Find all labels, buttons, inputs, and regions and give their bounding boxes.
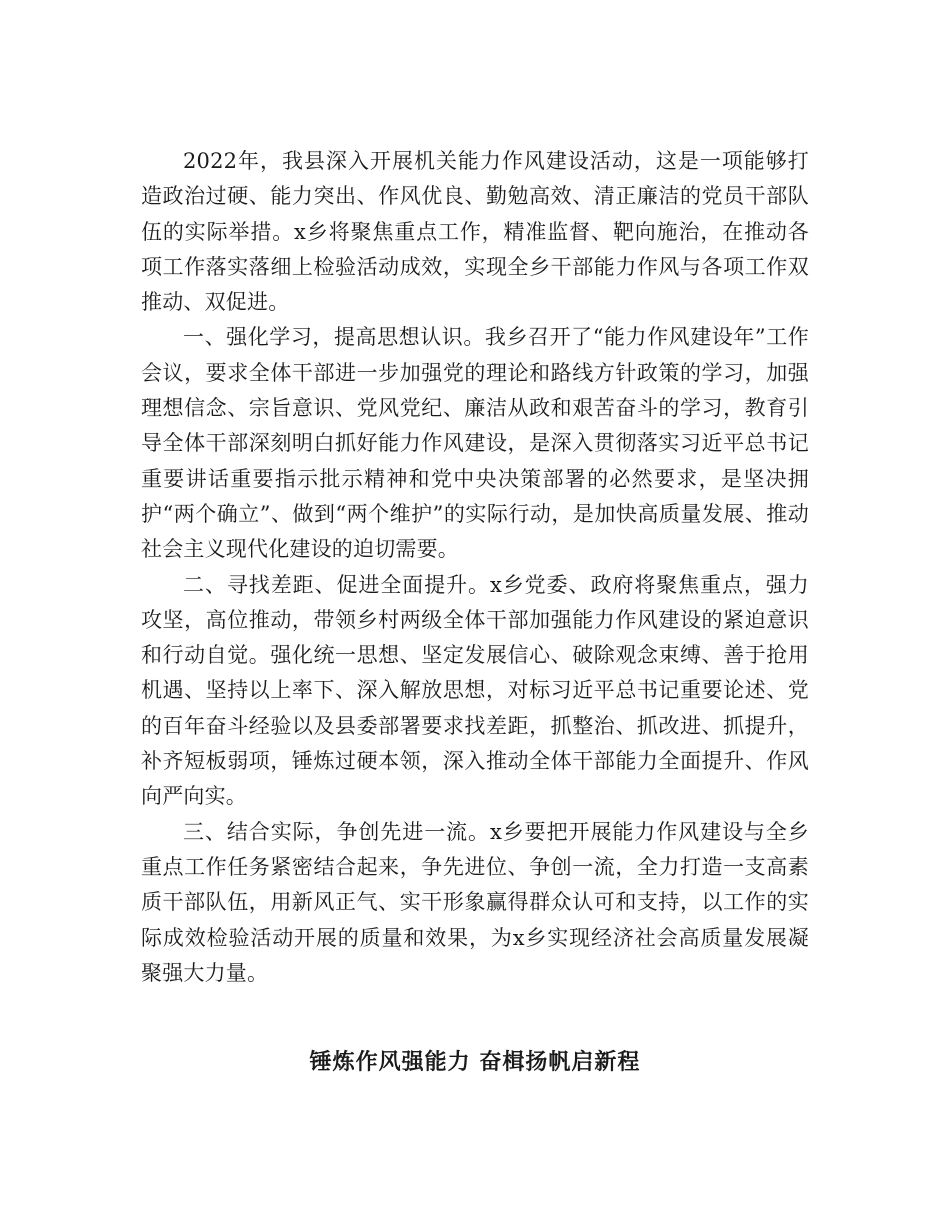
- paragraph-section-3: 三、结合实际，争创先进一流。x乡要把开展能力作风建设与全乡重点工作任务紧密结合起来，争先进位、争创一流，全力打造一支高素质干部队伍，用新风正气、实干形象赢得群众认可和支持，以工作的实际成效检验活动开展的质量和效果，为x乡实现经济社会高质量发展凝聚强大力量。: [141, 819, 809, 985]
- paragraph-section-1: 一、强化学习，提高思想认识。我乡召开了“能力作风建设年”工作会议，要求全体干部进一步加强党的理论和路线方针政策的学习，加强理想信念、宗旨意识、党风党纪、廉洁从政和艰苦奋斗的学习，教育引导全体干部深刻明白抓好能力作风建设，是深入贯彻落实习近平总书记重要讲话重要指示批示精神和党中央决策部署的必然要求，是坚决拥护“两个确立”、做到“两个维护”的实际行动，是加快高质量发展、推动社会主义现代化建设的迫切需要。: [141, 325, 809, 562]
- paragraph-intro: 2022年，我县深入开展机关能力作风建设活动，这是一项能够打造政治过硬、能力突出、作风优良、勤勉高效、清正廉洁的党员干部队伍的实际举措。x乡将聚焦重点工作，精准监督、靶向施治，在推动各项工作落实落细上检验活动成效，实现全乡干部能力作风与各项工作双推动、双促进。: [141, 149, 809, 315]
- article-body: [141, 144, 809, 991]
- next-article-title: 锤炼作风强能力 奋楫扬帆启新程: [309, 1049, 641, 1075]
- paragraph-section-2: 二、寻找差距、促进全面提升。x乡党委、政府将聚焦重点，强力攻坚，高位推动，带领乡村两级全体干部加强能力作风建设的紧迫意识和行动自觉。强化统一思想、坚定发展信心、破除观念束缚、善于抢用机遇、坚持以上率下、深入解放思想，对标习近平总书记重要论述、党的百年奋斗经验以及县委部署要求找差距，抓整治、抓改进、抓提升，补齐短板弱项，锤炼过硬本领，深入推动全体干部能力全面提升、作风向严向实。: [141, 572, 809, 809]
